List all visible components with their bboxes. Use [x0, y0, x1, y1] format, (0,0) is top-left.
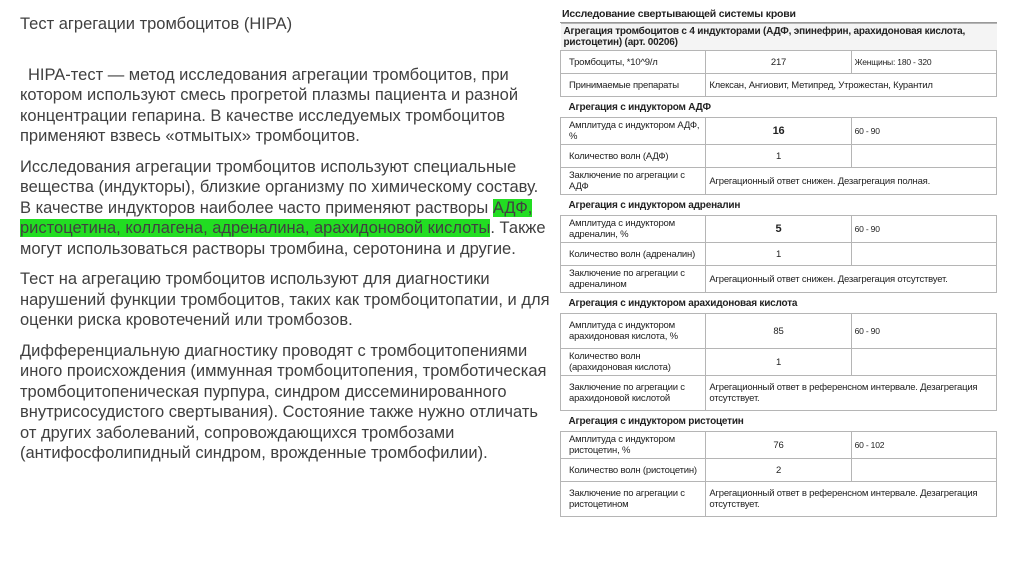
row-name: Заключение по агрегации с ристоцетином [561, 482, 706, 517]
paragraph-usage: Тест на агрегацию тромбоцитов используют для диагностики нарушений функции тромбоцитов, таких как тромбоцитопатии, и для оценки риска кровотечений или тромбозов. [20, 270, 550, 329]
table-row [561, 118, 997, 145]
row-value: Агрегационный ответ снижен. Дезагрегация отсутствует. [706, 266, 997, 293]
row-reference: 60 - 102 [851, 432, 996, 459]
row-name: Заключение по агрегации с адреналином [561, 266, 706, 293]
panel-title: Агрегация тромбоцитов с 4 индукторами (АДФ, эпинефрин, арахидоновая кислота, ристоцетин) (арт. 00206) [561, 24, 997, 51]
row-name: Заключение по агрегации с арахидоновой кислотой [561, 376, 706, 411]
row-reference: 60 - 90 [851, 314, 996, 349]
table-row [561, 145, 997, 168]
inducers-text-after: . Также могут использоваться растворы тромбина, серотонина и другие. [20, 219, 546, 258]
row-value: 2 [706, 459, 851, 482]
table-row [561, 376, 997, 411]
row-name: Амплитуда с индуктором АДФ, % [561, 118, 706, 145]
row-name: Тромбоциты, *10^9/л [561, 51, 706, 74]
table-row [561, 459, 997, 482]
table-row [561, 216, 997, 243]
row-value: Агрегационный ответ в референсном интервале. Дезагрегация отсутствует. [706, 482, 997, 517]
row-reference [851, 243, 996, 266]
section-title: Агрегация с индуктором адреналин [561, 195, 997, 216]
lab-table [560, 23, 997, 517]
section-title: Агрегация с индуктором ристоцетин [561, 411, 997, 432]
row-value: 5 [706, 216, 851, 243]
section-ristocetin [561, 411, 997, 432]
section-title: Агрегация с индуктором арахидоновая кислота [561, 293, 997, 314]
row-reference [851, 145, 996, 168]
row-value: Агрегационный ответ в референсном интервале. Дезагрегация отсутствует. [706, 376, 997, 411]
row-name: Принимаемые препараты [561, 74, 706, 97]
row-value: Агрегационный ответ снижен. Дезагрегация полная. [706, 168, 997, 195]
row-name: Количество волн (адреналин) [561, 243, 706, 266]
section-adrenaline [561, 195, 997, 216]
row-value: 1 [706, 145, 851, 168]
paragraph-hipa: HIPA-тест — метод исследования агрегации тромбоцитов, при котором используют смесь прогретой плазмы пациента и разной концентрации гепарина. В качестве исследуемых тромбоцитов применяют взвесь «отмытых» тромбоцитов. [20, 65, 519, 145]
row-name: Амплитуда с индуктором арахидоновая кислота, % [561, 314, 706, 349]
row-reference: Женщины: 180 - 320 [851, 51, 996, 74]
row-value: 76 [706, 432, 851, 459]
row-name: Количество волн (арахидоновая кислота) [561, 349, 706, 376]
lab-report [560, 6, 997, 517]
row-reference: 60 - 90 [851, 216, 996, 243]
table-row [561, 482, 997, 517]
table-row [561, 51, 997, 74]
section-title: Агрегация с индуктором АДФ [561, 97, 997, 118]
row-value: Клексан, Ангиовит, Метипред, Утрожестан, Курантил [706, 74, 997, 97]
row-reference [851, 459, 996, 482]
slide-text [20, 14, 550, 474]
row-name: Амплитуда с индуктором ристоцетин, % [561, 432, 706, 459]
inducers-highlight: АДФ, ристоцетина, коллагена, адреналина, арахидоновой кислоты [20, 198, 533, 237]
row-name: Количество волн (АДФ) [561, 145, 706, 168]
panel-row [561, 24, 997, 51]
row-name: Заключение по агрегации с АДФ [561, 168, 706, 195]
row-reference: 60 - 90 [851, 118, 996, 145]
table-row [561, 349, 997, 376]
table-row [561, 266, 997, 293]
paragraph-inducers [20, 157, 550, 260]
row-value: 16 [706, 118, 851, 145]
paragraph-differential: Дифференциальную диагностику проводят с тромбоцитопениями иного происхождения (иммунная тромбоцитопения, тромботическая тромбоцитопеническая пурпура, синдром диссеминированного внутрисосудистого свертывания). Состояние также нужно отличать от других заболеваний, сопровождающихся тромбозами (антифосфолипидный синдром, врожденные тромбофилии). [20, 341, 547, 462]
table-row [561, 314, 997, 349]
table-row [561, 243, 997, 266]
inducers-text-before: Исследования агрегации тромбоцитов используют специальные вещества (индукторы), близкие организму по химическому составу. В качестве индукторов наиболее часто применяют растворы [20, 157, 539, 217]
row-value: 1 [706, 349, 851, 376]
row-value: 217 [706, 51, 851, 74]
row-value: 85 [706, 314, 851, 349]
row-reference [851, 349, 996, 376]
row-value: 1 [706, 243, 851, 266]
table-row [561, 168, 997, 195]
row-name: Амплитуда с индуктором адреналин, % [561, 216, 706, 243]
section-arachidonic [561, 293, 997, 314]
table-row [561, 74, 997, 97]
report-heading: Исследование свертывающей системы крови [560, 6, 997, 23]
section-adp [561, 97, 997, 118]
slide-title: Тест агрегации тромбоцитов (HIPA) [20, 15, 293, 33]
table-row [561, 432, 997, 459]
row-name: Количество волн (ристоцетин) [561, 459, 706, 482]
